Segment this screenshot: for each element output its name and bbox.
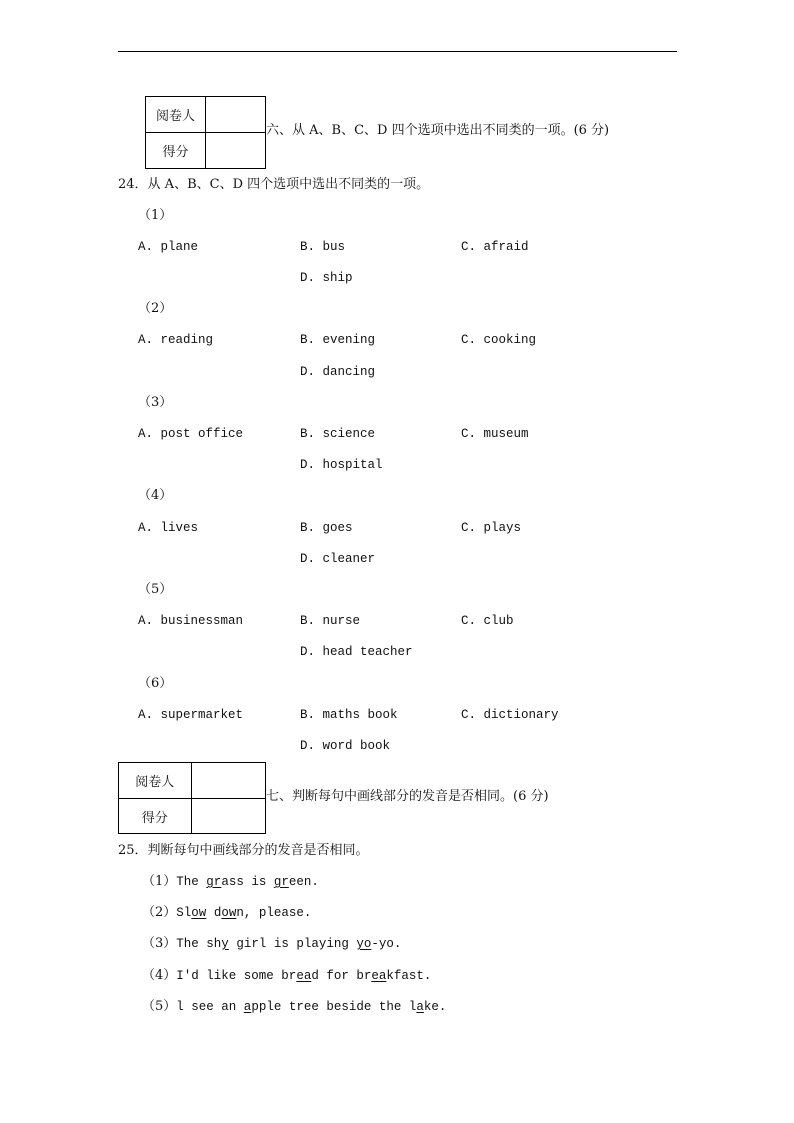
reviewer-label: 阅卷人 — [119, 763, 192, 799]
q24-option-a: A. lives — [138, 521, 199, 535]
q24-option-c: C. dictionary — [461, 708, 559, 722]
q24-option-b: B. science — [300, 427, 376, 441]
underlined-part: gr — [273, 875, 289, 889]
sentence-part: pple tree beside the l — [251, 1000, 417, 1014]
sentence-part: The sh — [176, 937, 222, 951]
sentence-part: ass is — [221, 875, 274, 889]
underlined-part: ea — [296, 969, 312, 983]
q24-option-d: D. word book — [300, 739, 391, 753]
q24-option-b: B. maths book — [300, 708, 398, 722]
underlined-part: y — [221, 937, 229, 951]
q25-stem: 25．判断每句中画线部分的发音是否相同。 — [118, 843, 369, 858]
q25-item-number: （3） — [142, 936, 177, 951]
q24-option-b: B. goes — [300, 521, 353, 535]
section7-title: 七、判断每句中画线部分的发音是否相同。(6 分) — [266, 789, 549, 804]
q24-option-a: A. plane — [138, 240, 199, 254]
q24-stem: 24．从 A、B、C、D 四个选项中选出不同类的一项。 — [118, 177, 430, 192]
q24-option-c: C. club — [461, 614, 514, 628]
reviewer-field[interactable] — [191, 763, 265, 799]
score-field[interactable] — [191, 799, 265, 834]
q25-item-number: （1） — [142, 874, 177, 889]
sentence-part: girl is playing — [228, 937, 357, 951]
underlined-part: ow — [191, 906, 207, 920]
underlined-part: ow — [221, 906, 237, 920]
q25-item-number: （5） — [142, 999, 177, 1014]
q24-option-c: C. cooking — [461, 333, 537, 347]
q24-item-number: （1） — [138, 208, 173, 223]
q24-option-d: D. dancing — [300, 365, 376, 379]
section6-title: 六、从 A、B、C、D 四个选项中选出不同类的一项。(6 分) — [266, 123, 610, 138]
header-rule — [118, 51, 677, 52]
sentence-part: ke. — [423, 1000, 447, 1014]
q24-item-number: （5） — [138, 582, 173, 597]
q24-option-b: B. bus — [300, 240, 346, 254]
q24-item-number: （4） — [138, 488, 173, 503]
q25-sentence — [142, 998, 446, 1016]
q24-option-d: D. ship — [300, 271, 353, 285]
sentence-part: l see an — [176, 1000, 244, 1014]
q24-option-a: A. supermarket — [138, 708, 244, 722]
score-field[interactable] — [206, 133, 266, 169]
sentence-part: The — [176, 875, 207, 889]
q24-option-a: A. post office — [138, 427, 244, 441]
q24-item-number: （6） — [138, 676, 173, 691]
sentence-part: I'd like some br — [176, 969, 297, 983]
q25-sentence — [142, 904, 311, 922]
q24-option-a: A. reading — [138, 333, 214, 347]
reviewer-label: 阅卷人 — [146, 97, 206, 133]
score-label: 得分 — [119, 799, 192, 834]
sentence-part: Sl — [176, 906, 192, 920]
score-box-section6 — [145, 96, 266, 169]
reviewer-field[interactable] — [206, 97, 266, 133]
q25-sentence — [142, 967, 431, 985]
sentence-part: d for br — [311, 969, 372, 983]
sentence-part: d — [206, 906, 222, 920]
underlined-part: a — [416, 1000, 424, 1014]
q24-option-d: D. cleaner — [300, 552, 376, 566]
q24-option-d: D. head teacher — [300, 645, 413, 659]
q24-option-a: A. businessman — [138, 614, 244, 628]
score-label: 得分 — [146, 133, 206, 169]
q24-option-b: B. evening — [300, 333, 376, 347]
q25-item-number: （4） — [142, 968, 177, 983]
q24-option-c: C. afraid — [461, 240, 529, 254]
underlined-part: gr — [206, 875, 222, 889]
sentence-part: een. — [288, 875, 319, 889]
q25-item-number: （2） — [142, 905, 177, 920]
underlined-part: a — [243, 1000, 252, 1014]
q24-item-number: （2） — [138, 301, 173, 316]
underlined-part: yo — [356, 937, 372, 951]
q24-option-c: C. museum — [461, 427, 529, 441]
q24-item-number: （3） — [138, 395, 173, 410]
sentence-part: kfast. — [386, 969, 432, 983]
score-box-section7 — [118, 762, 266, 834]
sentence-part: -yo. — [371, 937, 402, 951]
q24-option-b: B. nurse — [300, 614, 361, 628]
q24-option-c: C. plays — [461, 521, 522, 535]
q25-sentence — [142, 935, 401, 953]
sentence-part: n, please. — [236, 906, 312, 920]
q24-option-d: D. hospital — [300, 458, 383, 472]
q25-sentence — [142, 873, 319, 891]
underlined-part: ea — [371, 969, 387, 983]
